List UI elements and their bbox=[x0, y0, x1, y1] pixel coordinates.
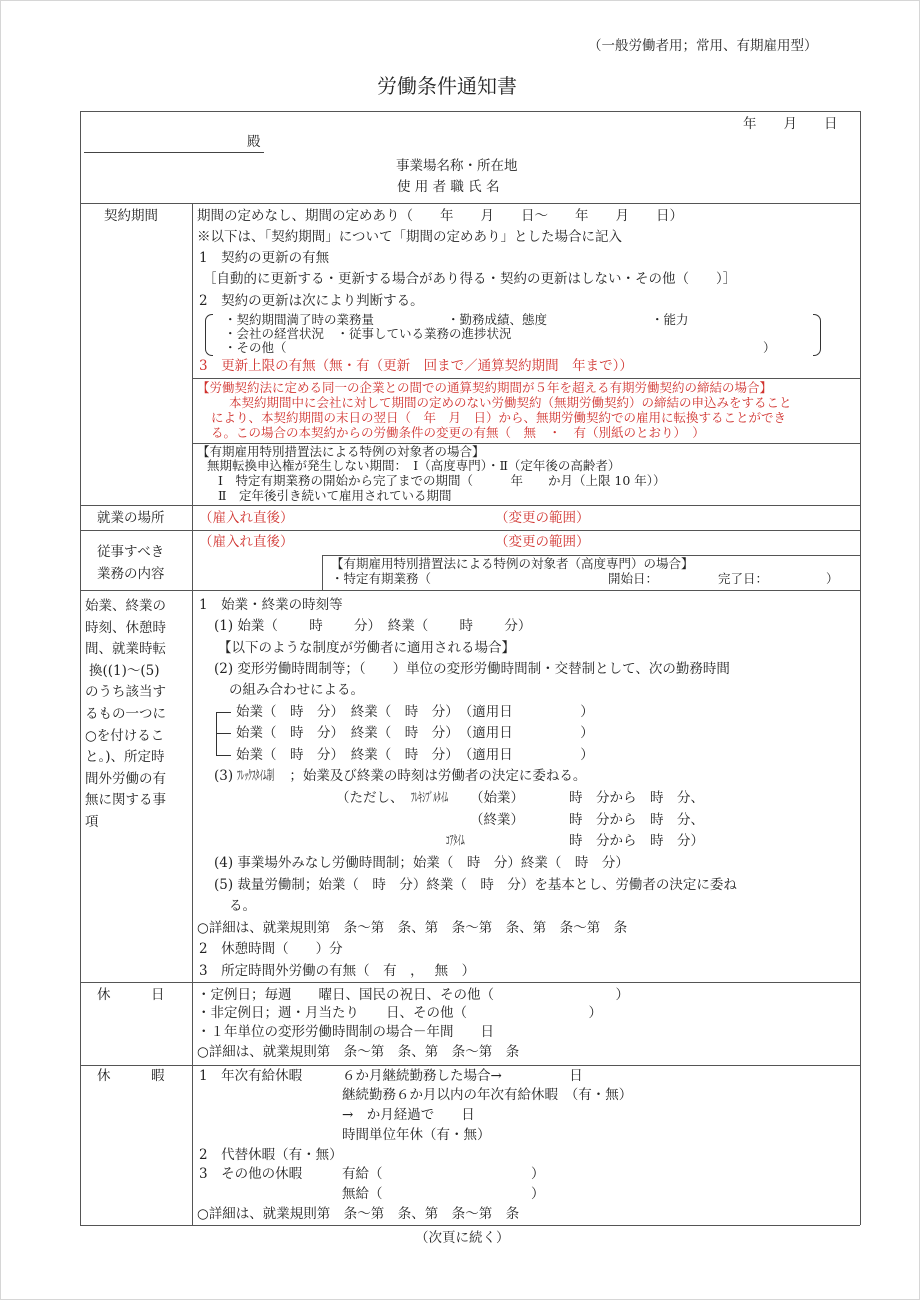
special-duty-start-label: 開始日： bbox=[608, 571, 659, 586]
contract-divider-1 bbox=[192, 378, 860, 379]
holidays-annual-variable: ・１年単位の変形労働時間制の場合－年間 日 bbox=[197, 1024, 494, 1040]
header-bottom-border bbox=[80, 203, 860, 204]
hours-label-line: 間、就業時転 bbox=[85, 641, 166, 658]
duties-label-line-2: 業務の内容 bbox=[97, 566, 165, 582]
hours-label-line: るもの一つに bbox=[85, 705, 166, 722]
judgement-item-workload: ・契約期間満了時の業務量 bbox=[224, 312, 375, 327]
hours-label-line: 時刻、休憩時 bbox=[85, 619, 166, 636]
flextime-label bbox=[237, 768, 275, 785]
workplace-change-scope: （変更の範囲） bbox=[495, 510, 590, 526]
hours-label-line: 項 bbox=[85, 813, 99, 830]
workplace-label: 就業の場所 bbox=[97, 510, 165, 526]
row-divider-duties bbox=[80, 590, 860, 591]
judgement-item-business: ・会社の経営状況 ・従事している業務の進捗状況 bbox=[224, 326, 512, 341]
shift-row: 始業（ 時 分） 終業（ 時 分） （適用日 ） bbox=[236, 704, 594, 720]
judgement-item-other: ・その他（ bbox=[224, 340, 287, 355]
conversion-heading: 【労働契約法に定める同一の企業との間での通算契約期間が５年を超える有期労働契約の締結の場合】 bbox=[197, 380, 773, 395]
hours-discretionary-line-2: る。 bbox=[229, 898, 256, 914]
leave-annual-heading: 1 年次有給休暇 bbox=[199, 1068, 303, 1084]
special-duty-close: ） bbox=[826, 571, 839, 586]
hours-applies-note: 【以下のような制度が労働者に適用される場合】 bbox=[218, 640, 515, 656]
contract-period-label: 契約期間 bbox=[104, 208, 158, 224]
flextime-label-text: ﾌﾚｯｸｽﾀｲﾑ制 bbox=[237, 768, 275, 784]
hours-flextime-line bbox=[214, 768, 586, 785]
hours-label-line: 換((1)～(5) bbox=[89, 662, 160, 679]
leave-details: ○詳細は、就業規則第 条～第 条、第 条～第 条 bbox=[197, 1206, 520, 1222]
shift-bracket-tick bbox=[216, 755, 231, 756]
conversion-line-1: 本契約期間中に会社に対して期間の定めのない労働契約（無期労働契約）の締結の申込みをすること bbox=[229, 395, 792, 410]
hours-label-line: のうち該当す bbox=[85, 684, 166, 701]
shift-bracket-tick bbox=[216, 712, 231, 713]
conversion-line-3: る。この場合の本契約からの労働条件の変更の有無（ 無 ・ 有（別紙のとおり） ） bbox=[211, 425, 705, 440]
leave-other-unpaid: 無給（ ） bbox=[342, 1186, 545, 1202]
duties-change-scope: （変更の範囲） bbox=[495, 534, 590, 550]
row-divider-contract bbox=[80, 505, 860, 506]
flexible-time-label bbox=[411, 790, 479, 807]
holidays-irregular: ・非定例日；週・月当たり 日、その他（ ） bbox=[197, 1005, 602, 1021]
special-measures-line-3: Ⅱ 定年後引き続いて雇用されている期間 bbox=[218, 488, 452, 503]
hours-label bbox=[85, 596, 166, 834]
hours-label-line: 間外労働の有 bbox=[85, 770, 166, 787]
special-duty-end-label: 完了日： bbox=[718, 571, 769, 586]
special-duty-task: ・特定有期業務（ bbox=[331, 571, 432, 586]
judgement-item-ability: ・能力 bbox=[651, 312, 689, 327]
flextime-prefix: (3) bbox=[214, 768, 234, 784]
employer-name-label: 使 用 者 職 氏 名 bbox=[397, 179, 500, 195]
special-duty-heading: 【有期雇用特別措置法による特例の対象者（高度専門）の場合】 bbox=[331, 556, 694, 571]
special-measures-line-2: Ⅰ 特定有期業務の開始から完了までの期間（ 年 か月（上限 10 年）） bbox=[218, 473, 666, 488]
form-type-note: （一般労働者用；常用、有期雇用型） bbox=[588, 38, 818, 54]
document-title: 労働条件通知書 bbox=[377, 74, 517, 98]
holidays-regular: ・定例日；毎週 曜日、国民の祝日、その他（ ） bbox=[197, 987, 629, 1003]
duties-label-line-1: 従事すべき bbox=[97, 544, 165, 560]
renewal-heading: 1 契約の更新の有無 bbox=[199, 250, 330, 266]
date-line: 年 月 日 bbox=[743, 116, 838, 132]
flex-start-range: 時 分から 時 分、 bbox=[569, 790, 704, 806]
table-bottom-border bbox=[80, 1225, 860, 1226]
renewal-options: ［自動的に更新する・更新する場合があり得る・契約の更新はしない・その他（ ）］ bbox=[203, 271, 737, 287]
hours-label-line: と。)、所定時 bbox=[85, 749, 165, 766]
hours-discretionary-line-1: (5) 裁量労働制；始業（ 時 分）終業（ 時 分）を基本とし、労働者の決定に委ね bbox=[214, 877, 737, 893]
hours-details: ○詳細は、就業規則第 条～第 条、第 条～第 条、第 条～第 条 bbox=[197, 920, 628, 936]
leave-other-heading: 3 その他の休暇 bbox=[199, 1166, 303, 1182]
hours-label-line: 無に関する事 bbox=[85, 792, 166, 809]
core-time-label-text: ｺｱﾀｲﾑ bbox=[446, 833, 465, 849]
leave-label: 休 暇 bbox=[97, 1068, 165, 1084]
contract-period-line: 期間の定めなし、期間の定めあり（ 年 月 日～ 年 月 日） bbox=[197, 208, 683, 224]
hours-break-time: 2 休憩時間（ ）分 bbox=[199, 941, 343, 957]
table-left-border bbox=[80, 111, 81, 1225]
special-measures-heading: 【有期雇用特別措置法による特例の対象者の場合】 bbox=[197, 444, 485, 459]
hours-fixed-time: (1) 始業（ 時 分） 終業（ 時 分） bbox=[214, 618, 532, 634]
contract-note: ※以下は、「契約期間」について「期間の定めあり」とした場合に記入 bbox=[197, 229, 622, 245]
shift-row: 始業（ 時 分） 終業（ 時 分） （適用日 ） bbox=[236, 747, 594, 763]
holidays-details: ○詳細は、就業規則第 条～第 条、第 条～第 条 bbox=[197, 1044, 520, 1060]
flex-end-range: 時 分から 時 分、 bbox=[569, 812, 704, 828]
hours-item-1-heading: 1 始業・終業の時刻等 bbox=[199, 597, 343, 613]
employer-address-label: 事業場名称・所在地 bbox=[396, 158, 518, 174]
special-measures-line-1: 無期転換申込権が発生しない期間： Ⅰ（高度専門）・Ⅱ（定年後の高齢者） bbox=[207, 458, 621, 473]
left-bracket-icon bbox=[205, 314, 213, 356]
leave-annual-months-elapsed: → か月経過で 日 bbox=[342, 1107, 475, 1123]
hours-offsite: (4) 事業場外みなし労働時間制；始業（ 時 分）終業（ 時 分） bbox=[214, 855, 629, 871]
shift-bracket-tick bbox=[216, 733, 231, 734]
flexible-time-label-text: ﾌﾚｷｼﾌﾞﾙﾀｲﾑ bbox=[411, 790, 449, 806]
leave-annual-6months: ６か月継続勤務した場合→ 日 bbox=[342, 1068, 583, 1084]
hours-label-line: 始業、終業の bbox=[85, 598, 166, 614]
shift-row: 始業（ 時 分） 終業（ 時 分） （適用日 ） bbox=[236, 725, 594, 741]
table-top-border bbox=[80, 111, 860, 112]
judgement-item-performance: ・勤務成績、態度 bbox=[447, 312, 548, 327]
duties-immediate: （雇入れ直後） bbox=[199, 534, 294, 550]
continued-note: （次頁に続く） bbox=[415, 1230, 510, 1246]
hours-variable-line-2: の組み合わせによる。 bbox=[229, 682, 364, 698]
renewal-limit: 3 更新上限の有無（無・有（更新 回まで／通算契約期間 年まで）） bbox=[199, 358, 633, 374]
hours-variable-line-1: (2) 変形労働時間制等；（ ）単位の変形労働時間制・交替制として、次の勤務時間 bbox=[214, 661, 730, 677]
flex-end-label: （終業） bbox=[470, 812, 524, 828]
addressee-suffix: 殿 bbox=[247, 134, 261, 150]
table-right-border bbox=[860, 111, 861, 1225]
workplace-immediate: （雇入れ直後） bbox=[199, 510, 294, 526]
renewal-judgement-heading: 2 契約の更新は次により判断する。 bbox=[199, 293, 424, 309]
row-divider-holidays bbox=[80, 1065, 860, 1066]
flextime-rest: ；始業及び終業の時刻は労働者の決定に委ねる。 bbox=[289, 768, 587, 784]
conversion-line-2: により、本契約期間の末日の翌日（ 年 月 日）から、無期労働契約での雇用に転換することができ bbox=[211, 410, 787, 425]
row-divider-workplace bbox=[80, 530, 860, 531]
leave-substitute: 2 代替休暇（有・無） bbox=[199, 1147, 343, 1163]
leave-hourly: 時間単位年休（有・無） bbox=[342, 1127, 491, 1143]
right-bracket-icon bbox=[813, 314, 821, 356]
holidays-label: 休 日 bbox=[97, 987, 165, 1003]
leave-annual-within-6months: 継続勤務６か月以内の年次有給休暇 （有・無） bbox=[342, 1087, 633, 1103]
judgement-item-other-close: ） bbox=[763, 340, 776, 355]
hours-label-line: ○を付けるこ bbox=[85, 727, 165, 744]
leave-other-paid: 有給（ ） bbox=[342, 1166, 545, 1182]
core-time-label bbox=[446, 833, 480, 850]
core-time-range: 時 分から 時 分） bbox=[569, 833, 704, 849]
addressee-name-line[interactable] bbox=[84, 152, 264, 153]
flex-open: （ただし、 bbox=[336, 790, 404, 806]
label-column-divider bbox=[192, 203, 193, 1225]
row-divider-hours bbox=[80, 982, 860, 983]
flex-start-label: （始業） bbox=[470, 790, 524, 806]
hours-overtime: 3 所定時間外労働の有無（ 有 ， 無 ） bbox=[199, 963, 476, 979]
